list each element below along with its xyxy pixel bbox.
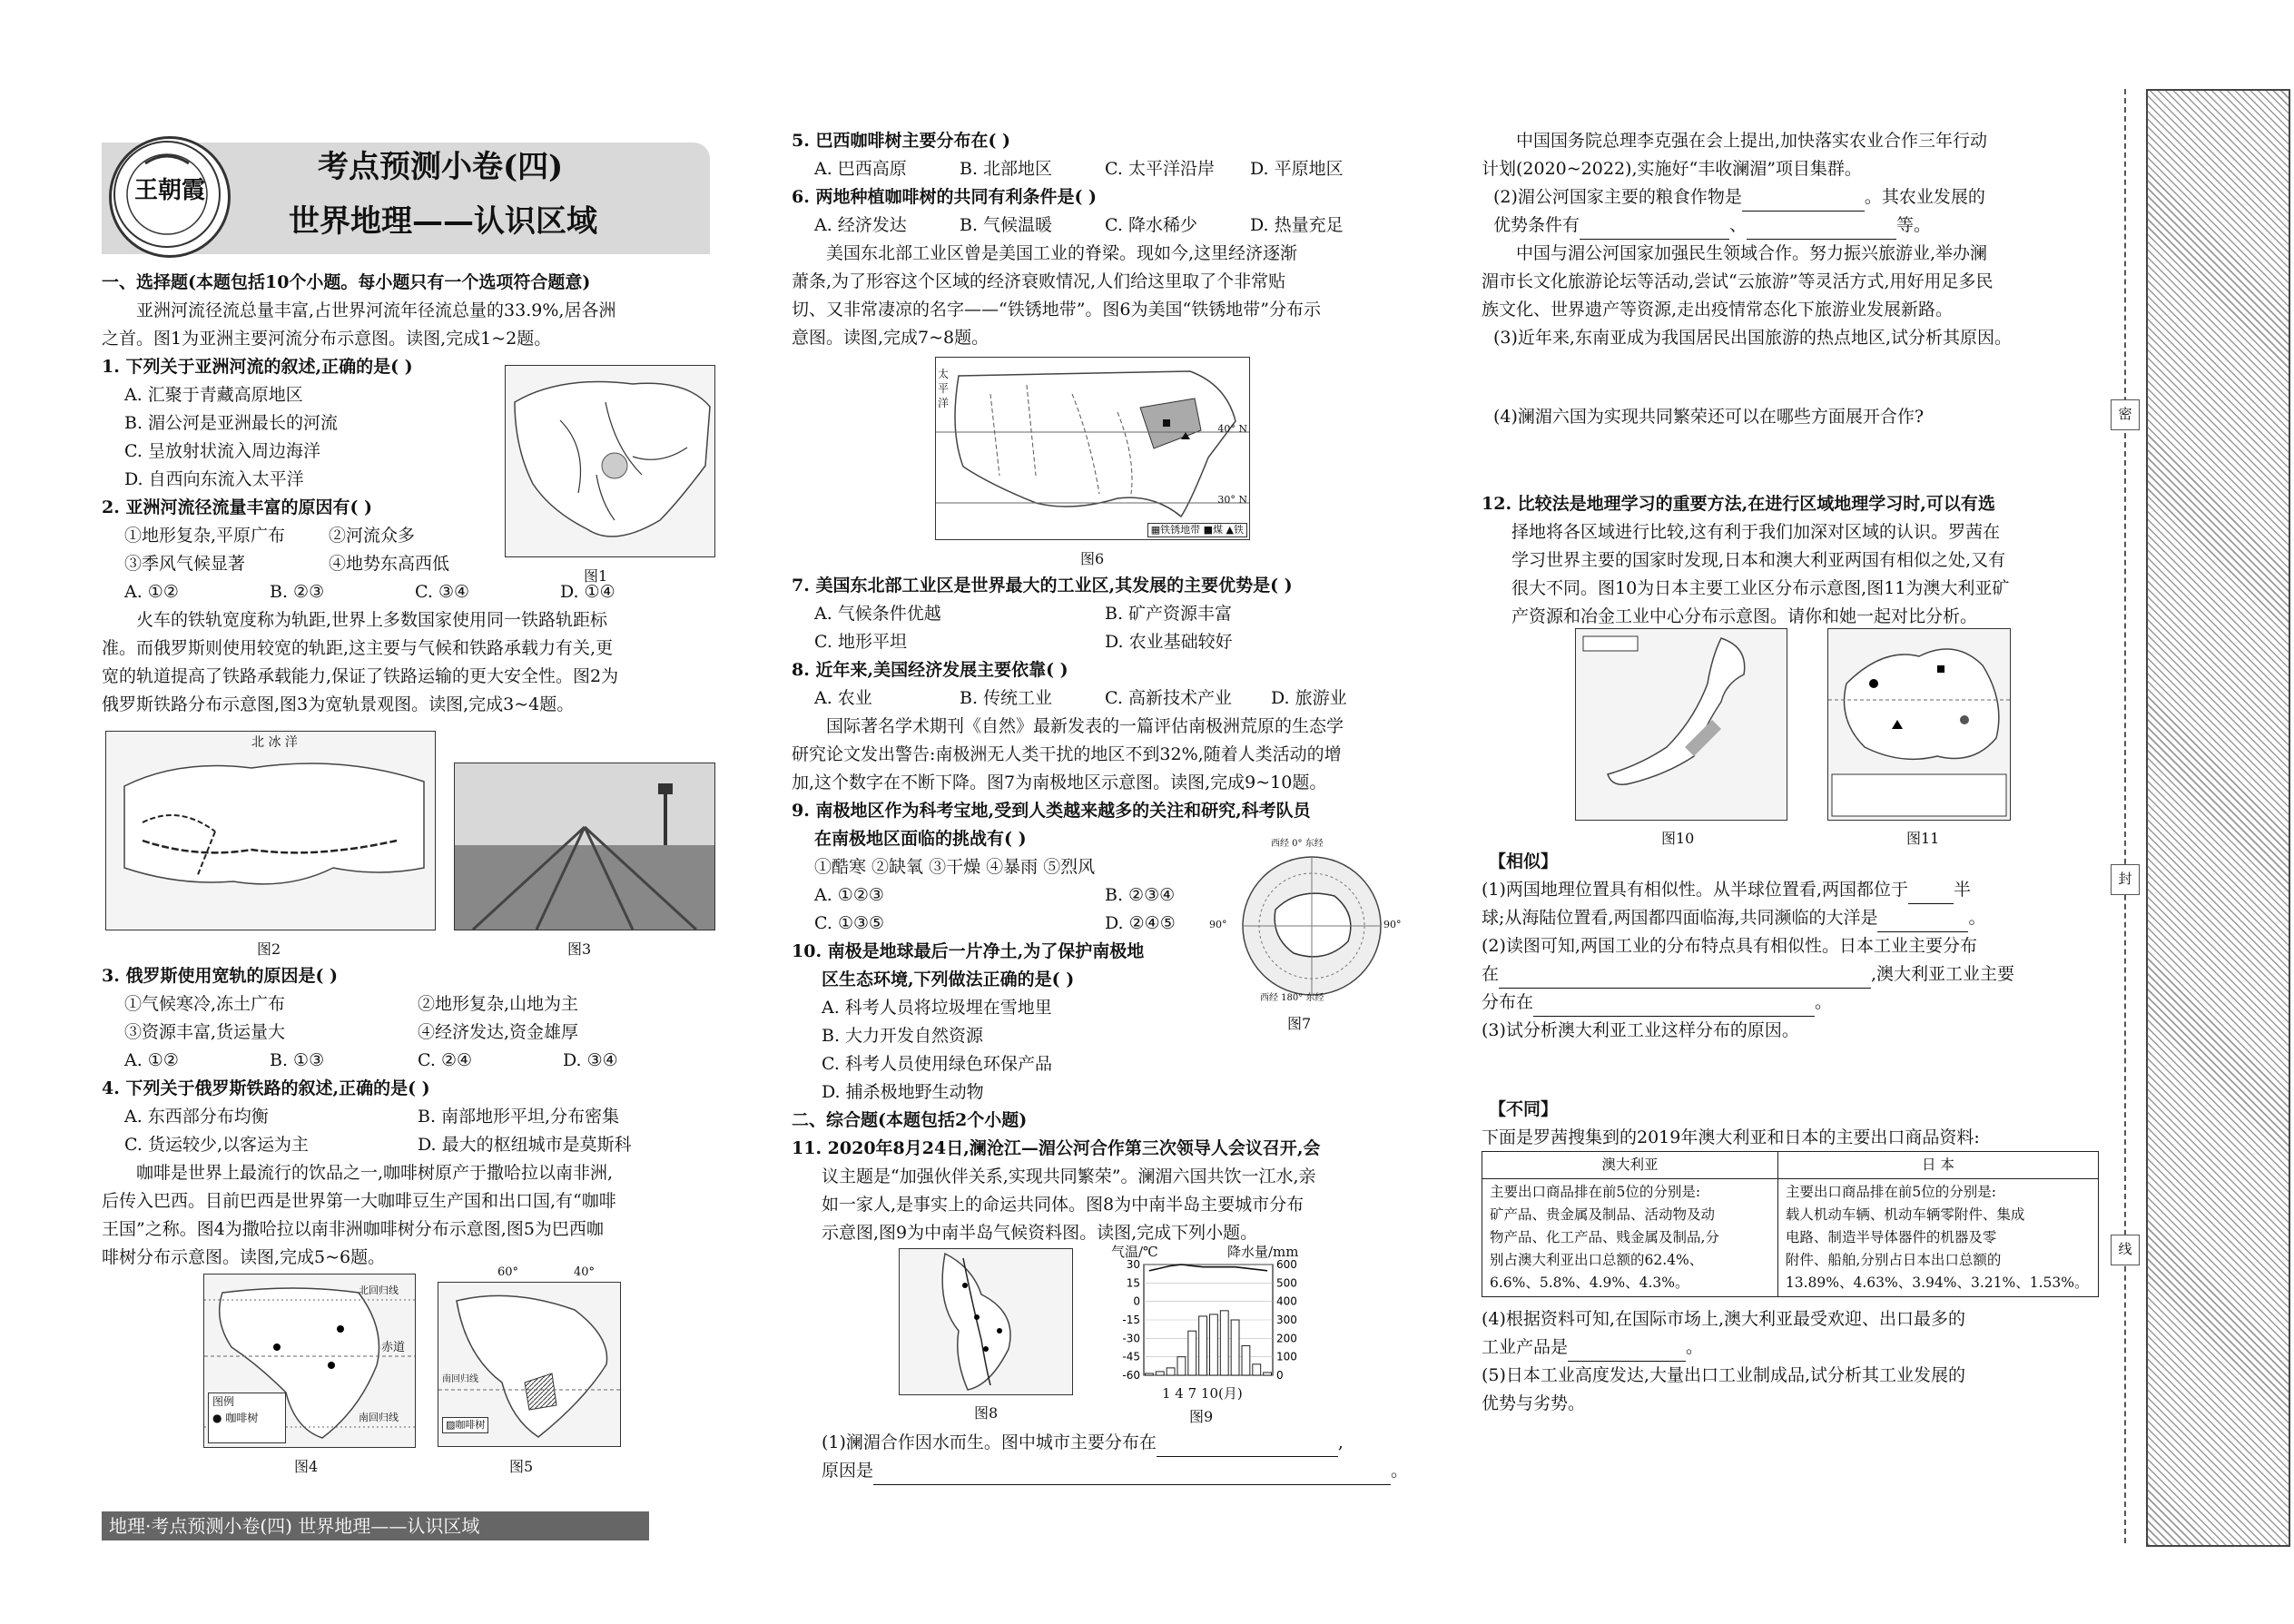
iron-icon: ▲ xyxy=(1226,524,1234,536)
question-5: 5. 巴西咖啡树主要分布在( ) xyxy=(792,131,1011,151)
figure-10-japan-industry-map xyxy=(1575,628,1787,821)
q12-2-text4: 分布在 xyxy=(1482,992,1534,1012)
table-cell-japan xyxy=(1777,1179,2098,1297)
material1-line: 之首。图1为亚洲主要河流分布示意图。读图,完成1~2题。 xyxy=(102,329,552,349)
temp-tick-label: 0 xyxy=(1133,1294,1140,1308)
q3-option-b[interactable]: B. ①③ xyxy=(270,1050,325,1070)
q8-option-b[interactable]: B. 传统工业 xyxy=(960,688,1053,708)
q2-option-c[interactable]: C. ③④ xyxy=(415,582,470,602)
q4-option-b[interactable]: B. 南部地形平坦,分布密集 xyxy=(418,1107,620,1127)
title-line2: 世界地理——认识区域 xyxy=(289,203,597,240)
longitude-60-label: 60° xyxy=(497,1265,519,1279)
brand-logo xyxy=(109,136,231,258)
q7-option-c[interactable]: C. 地形平坦 xyxy=(814,632,907,652)
q5-option-a[interactable]: A. 巴西高原 xyxy=(814,159,907,179)
table-cell-line: 13.89%、4.63%、3.94%、3.21%、1.53%。 xyxy=(1785,1275,2089,1291)
q5-option-d[interactable]: D. 平原地区 xyxy=(1250,159,1344,179)
q8-option-c[interactable]: C. 高新技术产业 xyxy=(1105,688,1232,708)
q12-4-text2: 工业产品是 xyxy=(1482,1337,1569,1357)
q5-option-b[interactable]: B. 北部地区 xyxy=(960,159,1053,179)
q2-item: ③季风气候显著 xyxy=(124,554,246,574)
material2-line: 火车的铁轨宽度称为轨距,世界上多数国家使用同一铁路轨距标 xyxy=(136,610,608,630)
legend-coffee: 咖啡树 xyxy=(225,1412,259,1424)
q1-option-b[interactable]: B. 湄公河是亚洲最长的河流 xyxy=(124,413,339,433)
temp-tick-label: 30 xyxy=(1126,1258,1140,1271)
q4-option-d[interactable]: D. 最大的枢纽城市是莫斯科 xyxy=(418,1135,632,1155)
q11-3: (3)近年来,东南亚成为我国居民出国旅游的热点地区,试分析其原因。 xyxy=(1493,328,2012,348)
q9-option-d[interactable]: D. ②④⑤ xyxy=(1105,913,1176,933)
q10-option-d[interactable]: D. 捕杀极地野生动物 xyxy=(822,1082,984,1102)
q1-option-c[interactable]: C. 呈放射状流入周边海洋 xyxy=(124,441,320,461)
side-tag-mi: 密 xyxy=(2111,399,2140,430)
q3-option-c[interactable]: C. ②④ xyxy=(418,1050,473,1070)
q5-option-c[interactable]: C. 太平洋沿岸 xyxy=(1105,159,1215,179)
figure-3-caption: 图3 xyxy=(567,940,592,958)
table-cell-australia xyxy=(1482,1179,1778,1297)
similarity-heading: 【相似】 xyxy=(1489,851,1559,871)
para-line: 计划(2020~2022),实施好“丰收澜湄”项目集群。 xyxy=(1482,159,1862,179)
precip-bar xyxy=(1177,1357,1186,1375)
q12-2-text5: 。 xyxy=(1815,992,1833,1012)
para-line: 中国与湄公河国家加强民生领域合作。努力振兴旅游业,举办澜 xyxy=(1516,243,1988,263)
precip-tick-label: 500 xyxy=(1276,1276,1297,1290)
material3-line: 王国”之称。图4为撒哈拉以南非洲咖啡树分布示意图,图5为巴西咖 xyxy=(102,1219,604,1239)
question-12: 12. 比较法是地理学习的重要方法,在进行区域地理学习时,可以有选 xyxy=(1482,494,1995,514)
q1-option-d[interactable]: D. 自西向东流入太平洋 xyxy=(124,469,304,489)
figure-3-broad-gauge-photo xyxy=(454,763,715,930)
q12-3: (3)试分析澳大利亚工业这样分布的原因。 xyxy=(1482,1020,1799,1040)
question-1: 1. 下列关于亚洲河流的叙述,正确的是( ) xyxy=(102,357,413,377)
q1-option-a[interactable]: A. 汇聚于青藏高原地区 xyxy=(124,385,303,405)
figure-9-caption: 图9 xyxy=(1189,1408,1214,1425)
material11-line: 如一家人,是事实上的命运共同体。图8为中南半岛主要城市分布 xyxy=(822,1195,1305,1215)
question-2: 2. 亚洲河流径流量丰富的原因有( ) xyxy=(102,497,373,517)
precip-bar xyxy=(1210,1314,1218,1375)
precip-tick-label: 400 xyxy=(1276,1294,1297,1308)
q9-option-a[interactable]: A. ①②③ xyxy=(814,885,884,905)
precip-bar xyxy=(1264,1373,1272,1375)
precip-tick-label: 0 xyxy=(1276,1369,1284,1382)
q12-4-line2 xyxy=(1482,1334,1703,1362)
tropic-label: 南回归线 xyxy=(442,1374,478,1384)
fig7-bottom-label: 西经 180° 东经 xyxy=(1260,993,1324,1003)
q12-1-text3: 球;从海陆位置看,两国都四面临海,共同濒临的大洋是 xyxy=(1482,908,1878,928)
legend-iron: 铁 xyxy=(1234,524,1244,536)
figure-5-brazil-coffee-map xyxy=(438,1282,621,1447)
para-line: 湄市长文化旅游论坛等活动,尝试“云旅游”等灵活方式,用好用足多民 xyxy=(1482,271,1994,291)
tropic-cancer-label: 北回归线 xyxy=(359,1284,399,1296)
q3-item: ①气候寒冷,冻土广布 xyxy=(124,994,286,1014)
figure-2-russia-railway-map xyxy=(105,731,436,930)
figure-9-climate-chart xyxy=(1109,1257,1318,1403)
figure-8-indochina-cities-map xyxy=(899,1248,1073,1395)
figure-4-africa-coffee-map xyxy=(203,1274,416,1448)
question-10-cont: 区生态环境,下列做法正确的是( ) xyxy=(822,969,1075,989)
figure-8-caption: 图8 xyxy=(974,1404,999,1422)
material3-line: 啡树分布示意图。读图,完成5~6题。 xyxy=(102,1247,386,1267)
temp-tick-label: 15 xyxy=(1126,1276,1140,1290)
table-cell-line: 电路、制造半导体器件的机器及零 xyxy=(1785,1229,1997,1245)
q7-option-a[interactable]: A. 气候条件优越 xyxy=(814,604,941,624)
q11-2-line2 xyxy=(1493,212,1931,240)
separator: 、 xyxy=(1729,215,1748,235)
figure-7-antarctica-map xyxy=(1209,839,1402,1003)
table-cell-line: 6.6%、5.8%、4.9%、4.3%。 xyxy=(1490,1275,1689,1291)
hatch-icon: ▨ xyxy=(446,1419,456,1431)
q9-items: ①酷寒 ②缺氧 ③干燥 ④暴雨 ⑤烈风 xyxy=(814,857,1096,877)
q11-2-text: (2)湄公河国家主要的粮食作物是 xyxy=(1493,187,1742,207)
precip-tick-label: 600 xyxy=(1276,1258,1297,1271)
precip-bar xyxy=(1199,1316,1207,1375)
side-tag-xian: 线 xyxy=(2111,1235,2140,1265)
q12-2-line2 xyxy=(1482,960,2014,989)
table-header-australia: 澳大利亚 xyxy=(1482,1152,1778,1179)
q12-5-text: (5)日本工业高度发达,大量出口工业制成品,试分析其工业发展的 xyxy=(1482,1365,1965,1385)
lat-40-label: 40° N xyxy=(1217,423,1247,435)
q11-2-line xyxy=(1493,183,1985,212)
figure-2-caption: 图2 xyxy=(257,940,281,958)
question-6: 6. 两地种植咖啡树的共同有利条件是( ) xyxy=(792,187,1098,207)
table-header-japan: 日 本 xyxy=(1777,1152,2098,1179)
q4-option-a[interactable]: A. 东西部分布均衡 xyxy=(124,1107,269,1127)
precip-tick-label: 300 xyxy=(1276,1314,1297,1326)
question-9: 9. 南极地区作为科考宝地,受到人类越来越多的关注和研究,科考队员 xyxy=(792,801,1311,821)
q11-4: (4)澜湄六国为实现共同繁荣还可以在哪些方面展开合作? xyxy=(1493,407,1925,427)
temp-tick-label: -30 xyxy=(1122,1332,1140,1345)
section2-heading: 二、综合题(本题包括2个小题) xyxy=(792,1110,1028,1130)
export-comparison-table xyxy=(1482,1151,2099,1297)
material5-line: 国际著名学术期刊《自然》最新发表的一篇评估南极洲荒原的生态学 xyxy=(826,716,1344,736)
q9-option-c[interactable]: C. ①③⑤ xyxy=(814,913,885,933)
table-intro: 下面是罗茜搜集到的2019年澳大利亚和日本的主要出口商品资料: xyxy=(1482,1127,1980,1147)
question-8: 8. 近年来,美国经济发展主要依靠( ) xyxy=(792,660,1068,680)
figure-4-legend xyxy=(208,1393,286,1443)
material12-line: 产资源和冶金工业中心分布示意图。请你和她一起对比分析。 xyxy=(1511,606,1978,626)
q12-2-text2: 在 xyxy=(1482,964,1500,984)
tropic-capricorn-label: 南回归线 xyxy=(359,1412,399,1423)
precip-bar xyxy=(1167,1368,1175,1375)
answer-blank[interactable] xyxy=(1568,1341,1686,1362)
question-11: 11. 2020年8月24日,澜沧江—湄公河合作第三次领导人会议召开,会 xyxy=(792,1138,1321,1158)
para-line: 族文化、世界遗产等资源,走出疫情常态化下旅游业发展新路。 xyxy=(1482,300,1954,320)
para-line: 中国国务院总理李克强在会上提出,加快落实农业合作三年行动 xyxy=(1516,131,1988,151)
question-3: 3. 俄罗斯使用宽轨的原因是( ) xyxy=(102,966,339,986)
q12-5-text2: 优势与劣势。 xyxy=(1482,1393,1586,1413)
figure-11-australia-resources-map xyxy=(1827,628,2011,821)
figure-11-caption: 图11 xyxy=(1906,830,1940,847)
figure-6-legend xyxy=(1147,523,1247,537)
pacific-label: 太平洋 xyxy=(938,368,950,409)
q12-1-text2: 半 xyxy=(1953,880,1971,900)
q3-option-a[interactable]: A. ①② xyxy=(124,1050,179,1070)
q12-1-line2 xyxy=(1482,904,1986,932)
q3-option-d[interactable]: D. ③④ xyxy=(563,1050,618,1070)
q4-option-c[interactable]: C. 货运较少,以客运为主 xyxy=(124,1135,309,1155)
answer-blank[interactable] xyxy=(1877,911,1968,932)
page-footer: 地理·考点预测小卷(四) 世界地理——认识区域 xyxy=(102,1511,649,1540)
q11-1-text: (1)澜湄合作因水而生。图中城市主要分布在 xyxy=(822,1432,1157,1452)
q10-option-c[interactable]: C. 科考人员使用绿色环保产品 xyxy=(822,1054,1052,1074)
material12-line: 择地将各区域进行比较,这有利于我们加深对区域的认识。罗茜在 xyxy=(1511,522,2001,542)
q9-option-b[interactable]: B. ②③④ xyxy=(1105,885,1176,905)
legend-coal: 煤 xyxy=(1213,524,1224,536)
figure-7-caption: 图7 xyxy=(1287,1015,1312,1032)
table-cell-line: 附件、船舶,分别占日本出口总额的 xyxy=(1785,1252,2002,1268)
temp-tick-label: -45 xyxy=(1122,1350,1140,1363)
answer-blank[interactable] xyxy=(1499,968,1871,989)
answer-blank[interactable] xyxy=(1580,219,1729,240)
q12-2-line3 xyxy=(1482,989,1832,1017)
side-tag-feng: 封 xyxy=(2111,864,2140,895)
table-cell-line: 别占澳大利亚出口总额的62.4%、 xyxy=(1490,1252,1704,1268)
q2-item: ②河流众多 xyxy=(329,526,416,546)
figure-5-legend xyxy=(442,1417,488,1433)
q8-option-a[interactable]: A. 农业 xyxy=(814,688,872,708)
material2-line: 宽的轨道提高了铁路承载能力,保证了铁路运输的更大安全性。图2为 xyxy=(102,666,619,686)
q6-option-a[interactable]: A. 经济发达 xyxy=(814,215,907,235)
q11-1-line: (1)澜湄合作因水而生。图中城市主要分布在 , xyxy=(822,1429,1344,1457)
q10-option-a[interactable]: A. 科考人员将垃圾埋在雪地里 xyxy=(822,998,1052,1018)
table-cell-line: 主要出口商品排在前5位的分别是: xyxy=(1785,1184,1996,1200)
longitude-40-label: 40° xyxy=(574,1265,596,1279)
q12-2-text3: ,澳大利亚工业主要 xyxy=(1871,964,2015,984)
legend-title: 图例 xyxy=(212,1395,235,1408)
answer-blank[interactable] xyxy=(1533,996,1815,1017)
q12-4-text: (4)根据资料可知,在国际市场上,澳大利亚最受欢迎、出口最多的 xyxy=(1482,1309,1965,1329)
answer-blank[interactable] xyxy=(1747,219,1896,240)
figure-1-asia-rivers-map xyxy=(505,365,715,557)
figure-10-caption: 图10 xyxy=(1661,830,1695,847)
material11-line: 示意图,图9为中南半岛气候资料图。读图,完成下列小题。 xyxy=(822,1223,1258,1243)
q11-2-text2: 。其农业发展的 xyxy=(1864,187,1985,207)
answer-blank[interactable] xyxy=(1908,883,1954,904)
q8-option-d[interactable]: D. 旅游业 xyxy=(1271,688,1347,708)
coffee-dot-icon: ● xyxy=(212,1412,222,1424)
fig7-top-label: 西经 0° 东经 xyxy=(1271,839,1324,849)
q11-2-text3: 优势条件有 xyxy=(1493,215,1580,235)
logo-text: 王朝霞 xyxy=(133,177,205,204)
figure-6-usa-rust-belt-map xyxy=(935,357,1250,540)
legend-coffee: 咖啡树 xyxy=(455,1419,486,1431)
q12-4-text3: 。 xyxy=(1686,1337,1704,1357)
difference-heading: 【不同】 xyxy=(1489,1099,1559,1119)
figure-4-caption: 图4 xyxy=(294,1458,319,1475)
question-7: 7. 美国东北部工业区是世界最大的工业区,其发展的主要优势是( ) xyxy=(792,576,1293,595)
lat-30-label: 30° N xyxy=(1217,494,1247,506)
material4-line: 切、又非常凄凉的名字——“铁锈地带”。图6为美国“铁锈地带”分布示 xyxy=(792,300,1321,320)
material4-line: 意图。读图,完成7~8题。 xyxy=(792,328,989,348)
q12-1-text: (1)两国地理位置具有相似性。从半球位置看,两国都位于 xyxy=(1482,880,1908,900)
precip-tick-label: 200 xyxy=(1276,1332,1297,1345)
q12-1-line xyxy=(1482,876,1971,904)
q7-option-d[interactable]: D. 农业基础较好 xyxy=(1105,632,1233,652)
precip-bar xyxy=(1156,1372,1164,1375)
figure-5-caption: 图5 xyxy=(509,1458,534,1475)
q11-1-text2: 原因是 xyxy=(822,1461,874,1481)
material3-line: 后传入巴西。目前巴西是世界第一大咖啡豆生产国和出口国,有“咖啡 xyxy=(102,1191,616,1211)
temp-tick-label: -60 xyxy=(1122,1369,1140,1382)
table-cell-line: 矿产品、贵金属及制品、活动物及动 xyxy=(1490,1206,1716,1223)
answer-blank[interactable] xyxy=(873,1464,1391,1485)
material12-line: 很大不同。图10为日本主要工业区分布示意图,图11为澳大利亚矿 xyxy=(1511,578,2010,598)
material5-line: 研究论文发出警告:南极洲无人类干扰的地区不到32%,随着人类活动的增 xyxy=(792,744,1342,764)
q2-item: ①地形复杂,平原广布 xyxy=(124,526,286,546)
material3-line: 咖啡是世界上最流行的饮品之一,咖啡树原产于撒哈拉以南非洲, xyxy=(136,1163,614,1183)
precip-bar xyxy=(1242,1345,1250,1375)
precip-bar xyxy=(1253,1364,1261,1375)
q6-option-c[interactable]: C. 降水稀少 xyxy=(1105,215,1197,235)
q7-option-b[interactable]: B. 矿产资源丰富 xyxy=(1105,604,1233,624)
title-line1: 考点预测小卷(四) xyxy=(318,149,564,185)
cut-line xyxy=(2124,89,2126,1543)
q6-option-d[interactable]: D. 热量充足 xyxy=(1250,215,1344,235)
answer-blank[interactable] xyxy=(1742,191,1865,212)
q11-2-text4: 等。 xyxy=(1896,215,1932,235)
q2-option-d[interactable]: D. ①④ xyxy=(560,582,615,602)
q3-item: ③资源丰富,货运量大 xyxy=(124,1022,286,1042)
temperature-line xyxy=(1149,1265,1267,1271)
material2-line: 准。而俄罗斯则使用较宽的轨距,这主要与气候和铁路承载力有关,更 xyxy=(102,638,614,658)
question-10: 10. 南极是地球最后一片净土,为了保护南极地 xyxy=(792,941,1145,961)
q2-item: ④地势东高西低 xyxy=(329,554,450,574)
legend-rust-belt: 铁锈地带 xyxy=(1160,524,1201,536)
q2-option-b[interactable]: B. ②③ xyxy=(270,582,325,602)
binding-margin xyxy=(2146,89,2290,1547)
q11-1-line2: 原因是 。 xyxy=(822,1457,1408,1485)
answer-blank[interactable] xyxy=(1157,1436,1338,1457)
fig9-temp-axis-title: 气温/℃ xyxy=(1111,1244,1158,1260)
q12-2-text: (2)读图可知,两国工业的分布特点具有相似性。日本工业主要分布 xyxy=(1482,936,1977,956)
material4-line: 萧条,为了形容这个区域的经济衰败情况,人们给这里取了个非常贴 xyxy=(792,271,1286,291)
fig7-right-label: 90° xyxy=(1383,919,1402,930)
table-cell-line: 主要出口商品排在前5位的分别是: xyxy=(1490,1184,1701,1200)
q6-option-b[interactable]: B. 气候温暖 xyxy=(960,215,1053,235)
coal-icon: ■ xyxy=(1203,524,1214,536)
table-cell-line: 物产品、化工产品、贱金属及制品,分 xyxy=(1490,1229,1719,1245)
precip-bar xyxy=(1146,1373,1154,1375)
q3-item: ②地形复杂,山地为主 xyxy=(418,994,579,1014)
fig9-precip-axis-title: 降水量/mm xyxy=(1227,1244,1299,1260)
q10-option-b[interactable]: B. 大力开发自然资源 xyxy=(822,1026,984,1046)
material5-line: 加,这个数字在不断下降。图7为南极地区示意图。读图,完成9~10题。 xyxy=(792,773,1327,792)
material11-line: 议主题是“加强伙伴关系,实现共同繁荣”。澜湄六国共饮一江水,亲 xyxy=(822,1166,1316,1186)
material12-line: 学习世界主要的国家时发现,日本和澳大利亚两国有相似之处,又有 xyxy=(1511,550,2006,570)
arctic-ocean-label: 北 冰 洋 xyxy=(251,735,298,750)
figure-6-caption: 图6 xyxy=(1080,550,1105,567)
question-4: 4. 下列关于俄罗斯铁路的叙述,正确的是( ) xyxy=(102,1078,430,1098)
temp-tick-label: -15 xyxy=(1122,1314,1140,1326)
precip-tick-label: 100 xyxy=(1276,1350,1297,1363)
equator-label: 赤道 xyxy=(381,1341,406,1354)
q12-1-text4: 。 xyxy=(1968,908,1986,928)
fig7-left-label: 90° xyxy=(1209,919,1227,930)
fig9-x-axis-ticks: 1 4 7 10(月) xyxy=(1162,1385,1243,1402)
precip-bar xyxy=(1220,1311,1228,1375)
precip-bar xyxy=(1188,1331,1196,1375)
q3-item: ④经济发达,资金雄厚 xyxy=(418,1022,579,1042)
q2-option-a[interactable]: A. ①② xyxy=(124,582,179,602)
material4-line: 美国东北部工业区曾是美国工业的脊梁。现如今,这里经济逐渐 xyxy=(826,243,1298,263)
table-cell-line: 载人机动车辆、机动车辆零附件、集成 xyxy=(1785,1206,2025,1223)
precip-bar xyxy=(1231,1320,1239,1375)
section1-heading: 一、选择题(本题包括10个小题。每小题只有一个选项符合题意) xyxy=(102,272,591,292)
shaded-area-icon: ▦ xyxy=(1150,524,1161,536)
material1-line: 亚洲河流径流总量丰富,占世界河流年径流总量的33.9%,居各洲 xyxy=(136,300,616,320)
question-9-cont: 在南极地区面临的挑战有( ) xyxy=(814,829,1027,849)
material2-line: 俄罗斯铁路分布示意图,图3为宽轨景观图。读图,完成3~4题。 xyxy=(102,694,575,714)
figure-1-caption: 图1 xyxy=(584,567,608,585)
